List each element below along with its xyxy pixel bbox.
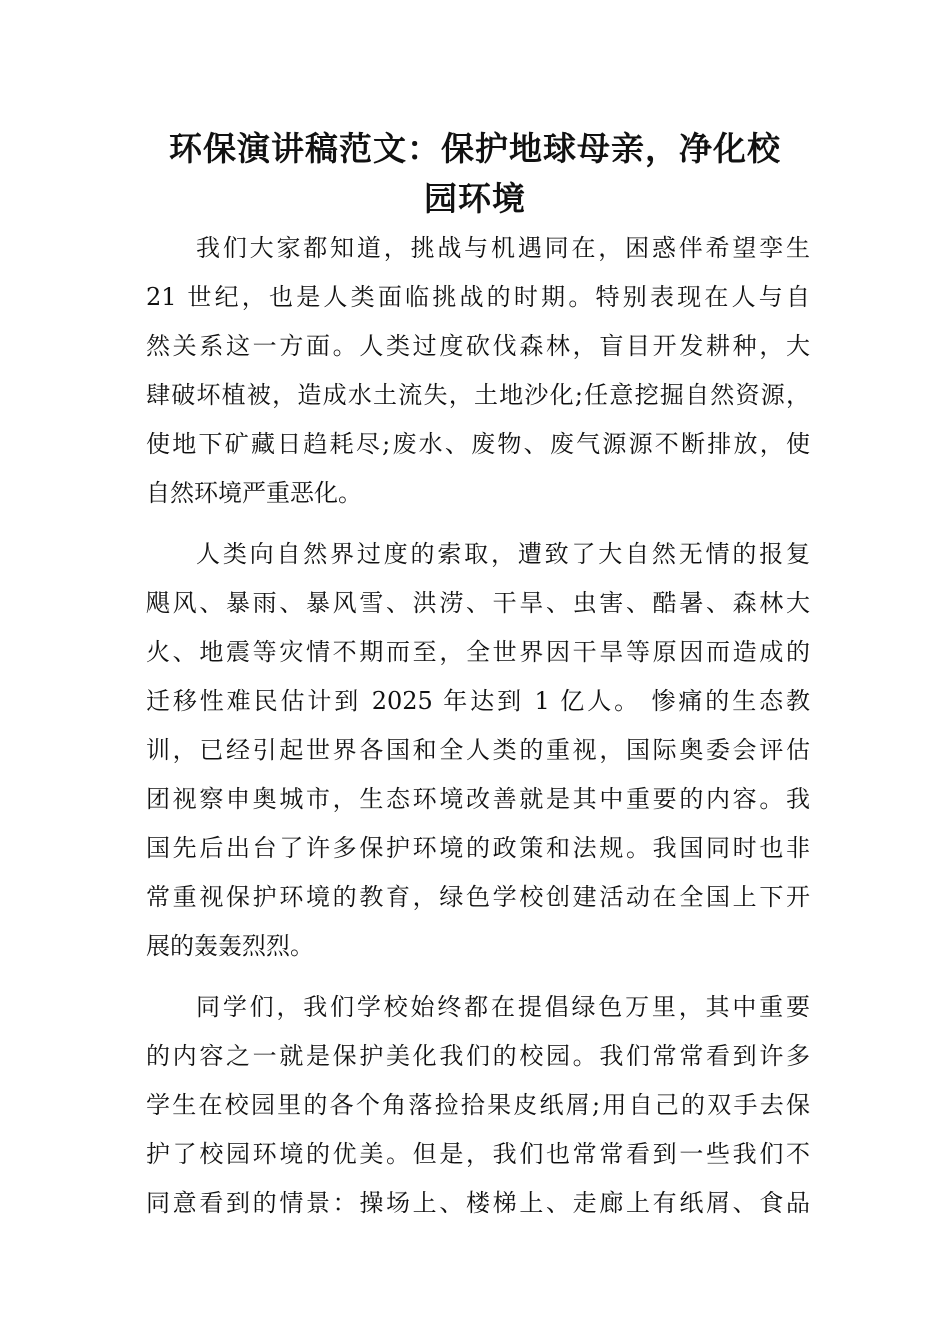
text-line: 学生在校园里的各个角落捡拾果皮纸屑;用自己的双手去保 [146, 1091, 810, 1119]
text-line: 同意看到的情景：操场上、楼梯上、走廊上有纸屑、食品 [146, 1189, 810, 1217]
text-line: 常重视保护环境的教育，绿色学校创建活动在全国上下开 [146, 883, 810, 911]
text-line: 人类向自然界过度的索取，遭致了大自然无情的报复 [196, 540, 810, 568]
text-line: 自然环境严重恶化。 [146, 479, 362, 507]
text-line: 护了校园环境的优美。但是，我们也常常看到一些我们不 [146, 1140, 810, 1168]
title-line: 环保演讲稿范文：保护地球母亲，净化校 [169, 129, 781, 168]
paragraph [146, 530, 810, 971]
text-line: 21 世纪，也是人类面临挑战的时期。特别表现在人与自 [146, 283, 810, 311]
text-line: 国先后出台了许多保护环境的政策和法规。我国同时也非 [146, 834, 810, 862]
text-line: 使地下矿藏日趋耗尽;废水、废物、废气源源不断排放，使 [146, 430, 810, 458]
text-line: 飓风、暴雨、暴风雪、洪涝、干旱、虫害、酷暑、森林大 [146, 589, 810, 617]
document-body [146, 224, 810, 1240]
text-line: 迁移性难民估计到 2025 年达到 1 亿人。 惨痛的生态教 [146, 687, 810, 715]
title-line: 园环境 [424, 179, 526, 218]
text-line: 团视察申奥城市，生态环境改善就是其中重要的内容。我 [146, 785, 810, 813]
paragraph [146, 224, 810, 518]
text-line: 同学们，我们学校始终都在提倡绿色万里，其中重要 [196, 993, 810, 1021]
text-line: 火、地震等灾情不期而至，全世界因干旱等原因而造成的 [146, 638, 810, 666]
page-title [140, 124, 810, 224]
text-line: 展的轰轰烈烈。 [146, 932, 314, 960]
text-line: 的内容之一就是保护美化我们的校园。我们常常看到许多 [146, 1042, 810, 1070]
text-line: 训，已经引起世界各国和全人类的重视，国际奥委会评估 [146, 736, 810, 764]
text-line: 我们大家都知道，挑战与机遇同在，困惑伴希望孪生 [196, 234, 810, 262]
text-line: 肆破坏植被，造成水土流失，土地沙化;任意挖掘自然资源， [146, 381, 810, 409]
text-line: 然关系这一方面。人类过度砍伐森林，盲目开发耕种，大 [146, 332, 810, 360]
paragraph [146, 983, 810, 1228]
